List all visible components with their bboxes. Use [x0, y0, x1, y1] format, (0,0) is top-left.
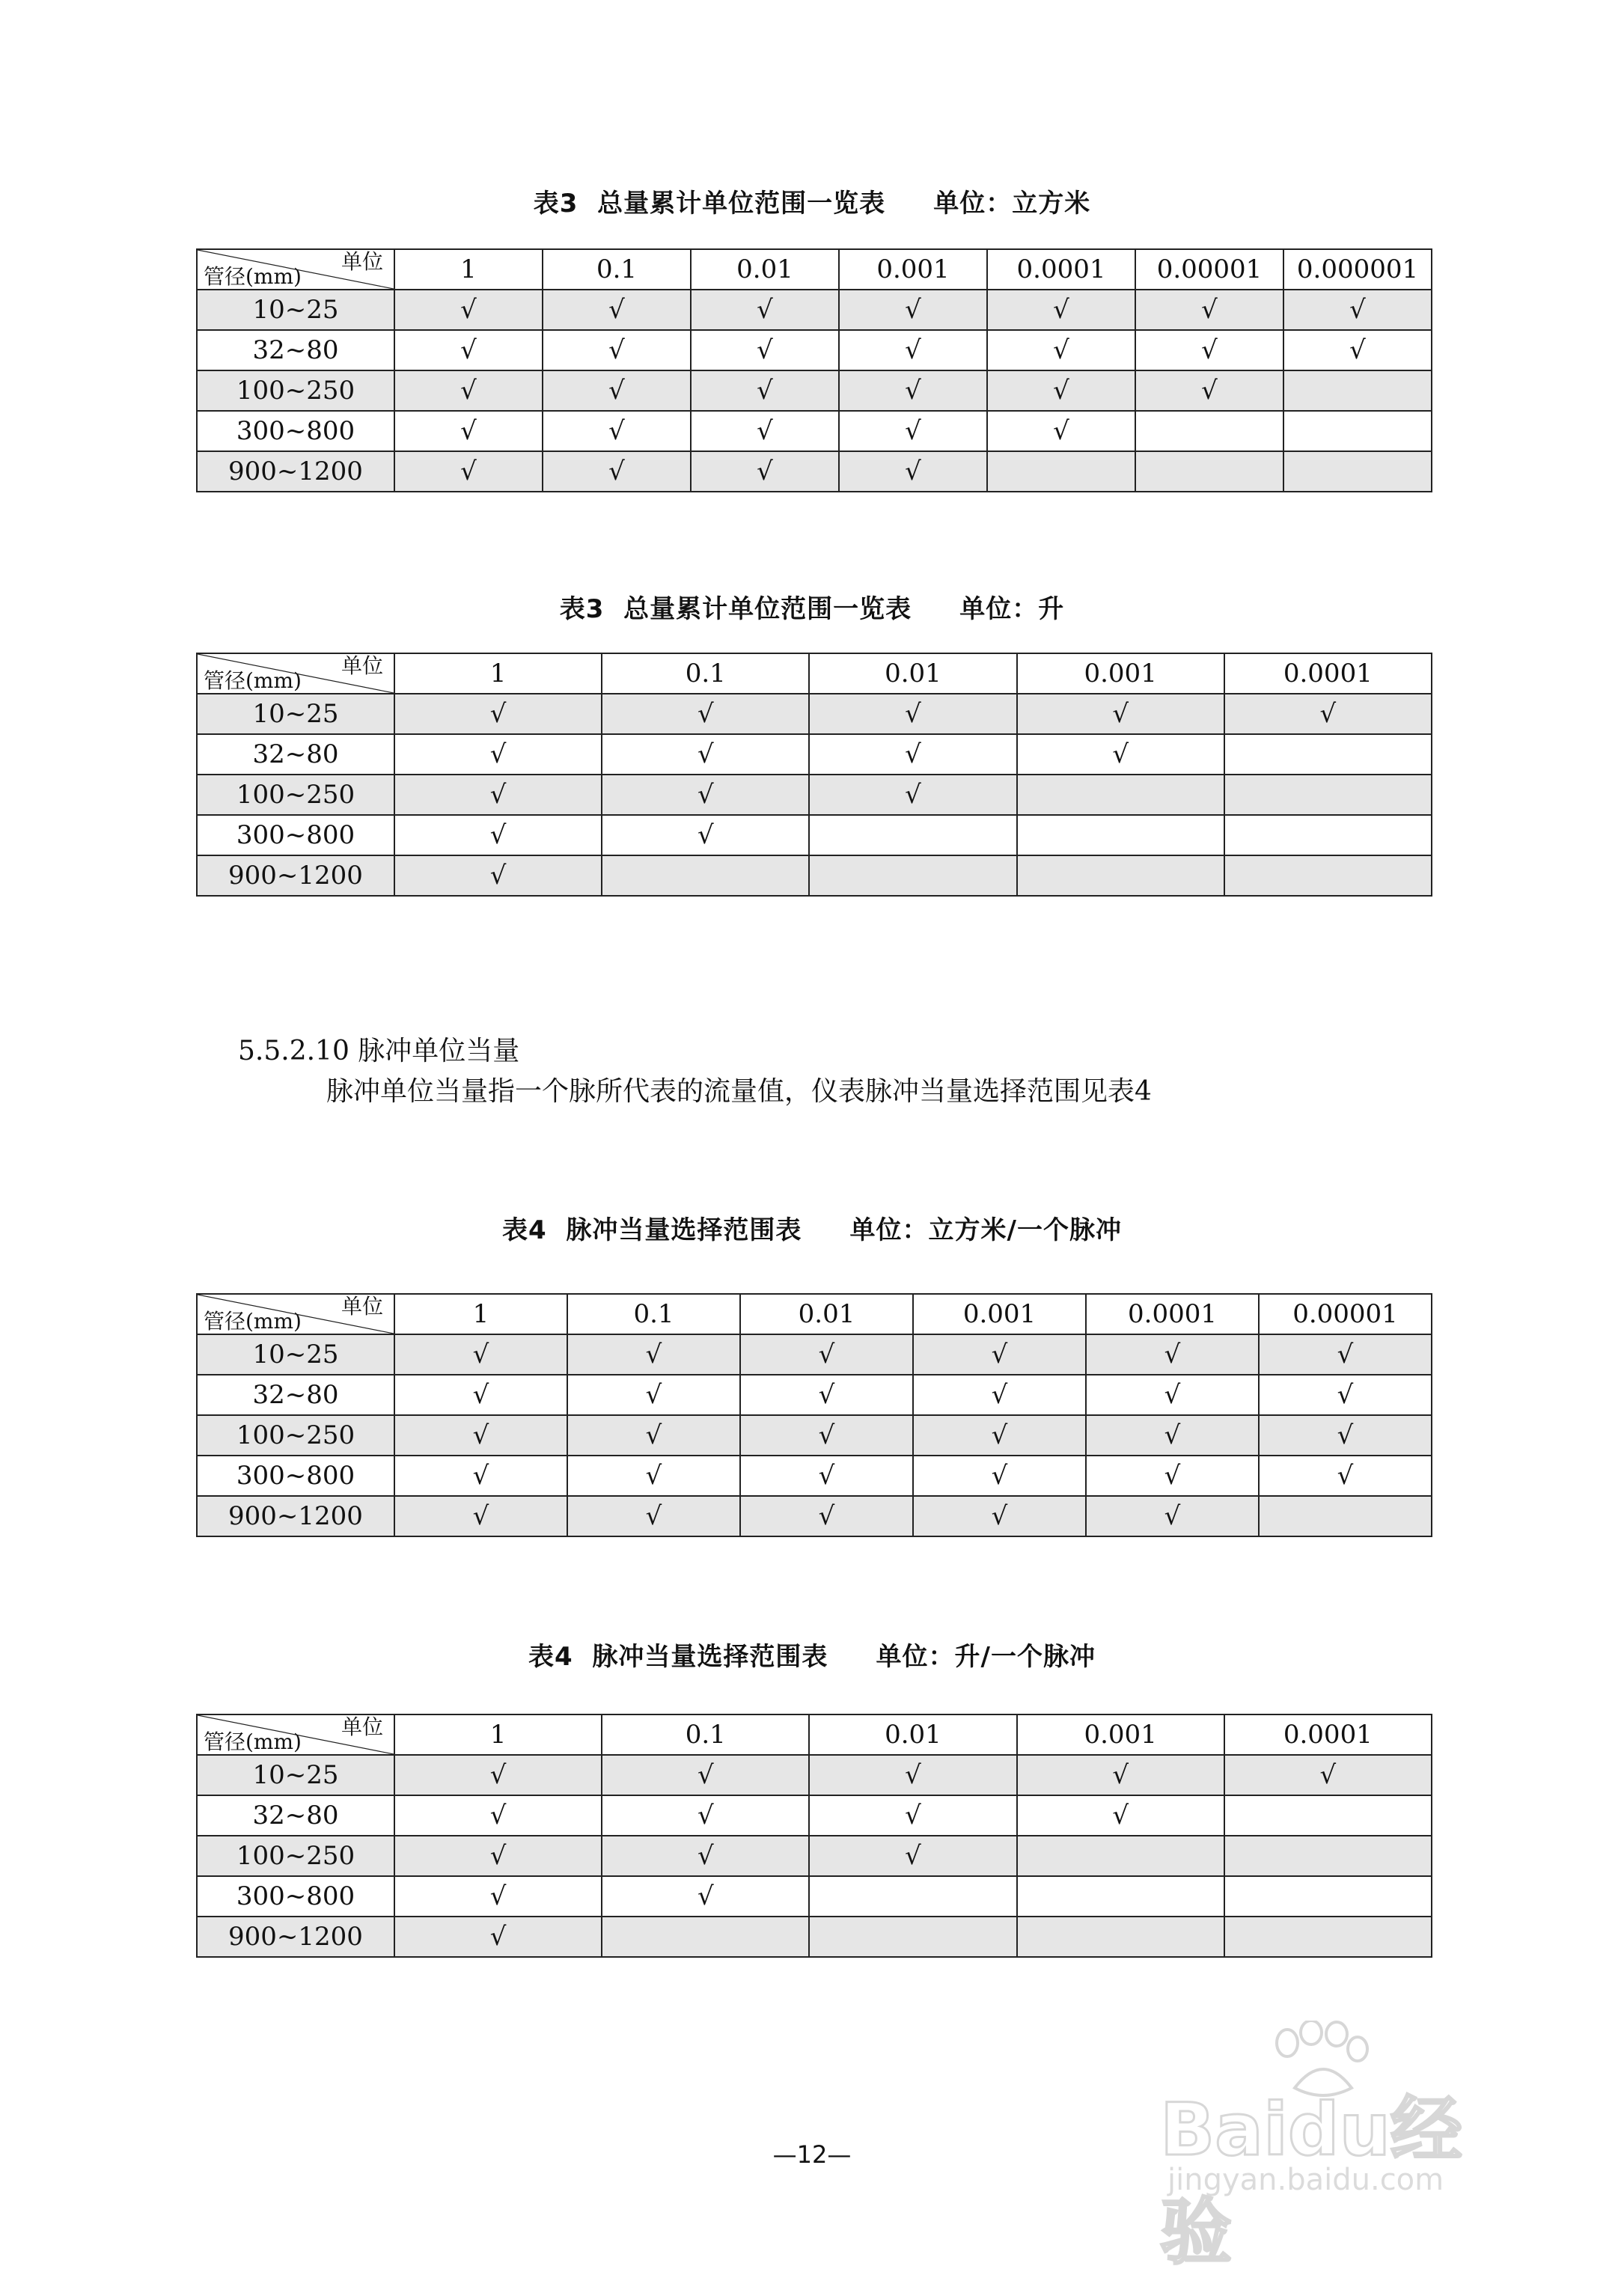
check-cell: √ [543, 451, 691, 492]
check-cell: √ [839, 411, 987, 451]
column-header: 0.000001 [1283, 249, 1432, 290]
empty-cell [987, 451, 1135, 492]
check-cell: √ [602, 1795, 809, 1836]
table-2-volume-liter [196, 653, 1432, 897]
table-header-row [197, 653, 1432, 694]
table-row [197, 1496, 1432, 1536]
column-header: 0.1 [602, 653, 809, 694]
table-row [197, 1795, 1432, 1836]
table-row [197, 1876, 1432, 1917]
check-cell: √ [1283, 330, 1432, 370]
check-cell: √ [394, 1876, 602, 1917]
check-cell: √ [1259, 1334, 1432, 1375]
check-cell: √ [1224, 694, 1432, 734]
table-header-row [197, 1294, 1432, 1334]
check-cell: √ [567, 1415, 740, 1456]
table-row [197, 734, 1432, 775]
check-cell: √ [602, 815, 809, 855]
table-row [197, 1917, 1432, 1957]
row-label: 10~25 [197, 1755, 394, 1795]
empty-cell [809, 1876, 1016, 1917]
check-cell: √ [543, 370, 691, 411]
check-cell: √ [567, 1456, 740, 1496]
check-cell: √ [809, 734, 1016, 775]
empty-cell [1224, 1917, 1432, 1957]
check-cell: √ [394, 734, 602, 775]
empty-cell [1017, 775, 1224, 815]
corner-header-cell [197, 1714, 394, 1755]
check-cell: √ [394, 775, 602, 815]
empty-cell [809, 815, 1016, 855]
table-row [197, 451, 1432, 492]
table-row [197, 815, 1432, 855]
table-row [197, 1415, 1432, 1456]
corner-unit-label: 单位 [341, 653, 383, 678]
corner-unit-label: 单位 [341, 1714, 383, 1739]
check-cell: √ [809, 1836, 1016, 1876]
column-header: 0.01 [691, 249, 839, 290]
check-cell: √ [809, 775, 1016, 815]
row-label: 32~80 [197, 330, 394, 370]
check-cell: √ [1017, 1795, 1224, 1836]
check-cell: √ [394, 694, 602, 734]
check-cell: √ [913, 1375, 1086, 1415]
check-cell: √ [809, 1795, 1016, 1836]
table-1-caption: 表3 总量累计单位范围一览表 单位：立方米 [533, 189, 1091, 219]
empty-cell [1017, 1876, 1224, 1917]
check-cell: √ [1224, 1755, 1432, 1795]
check-cell: √ [602, 1755, 809, 1795]
check-cell: √ [394, 1375, 567, 1415]
empty-cell [1224, 815, 1432, 855]
check-cell: √ [691, 370, 839, 411]
check-cell: √ [394, 1496, 567, 1536]
table-4-caption: 表4 脉冲当量选择范围表 单位：升/一个脉冲 [528, 1642, 1096, 1672]
column-header: 0.01 [809, 1714, 1016, 1755]
empty-cell [1017, 1836, 1224, 1876]
check-cell: √ [1283, 290, 1432, 330]
check-cell: √ [394, 290, 543, 330]
empty-cell [1283, 370, 1432, 411]
column-header: 1 [394, 1714, 602, 1755]
check-cell: √ [1086, 1375, 1259, 1415]
check-cell: √ [740, 1415, 913, 1456]
check-cell: √ [740, 1375, 913, 1415]
check-cell: √ [602, 734, 809, 775]
check-cell: √ [839, 370, 987, 411]
column-header: 1 [394, 1294, 567, 1334]
corner-pipe-label: 管径(mm) [204, 1309, 302, 1334]
check-cell: √ [394, 1836, 602, 1876]
table-row [197, 330, 1432, 370]
row-label: 10~25 [197, 1334, 394, 1375]
check-cell: √ [394, 1415, 567, 1456]
table-3-caption: 表4 脉冲当量选择范围表 单位：立方米/一个脉冲 [502, 1215, 1122, 1245]
column-header: 0.0001 [1224, 1714, 1432, 1755]
check-cell: √ [602, 694, 809, 734]
check-cell: √ [913, 1456, 1086, 1496]
table-1-volume-cubic-meter [196, 248, 1432, 492]
check-cell: √ [987, 330, 1135, 370]
empty-cell [1224, 1876, 1432, 1917]
empty-cell [1135, 411, 1283, 451]
check-cell: √ [602, 1836, 809, 1876]
row-label: 100~250 [197, 1836, 394, 1876]
check-cell: √ [809, 1755, 1016, 1795]
check-cell: √ [913, 1496, 1086, 1536]
check-cell: √ [839, 330, 987, 370]
check-cell: √ [394, 451, 543, 492]
check-cell: √ [1259, 1375, 1432, 1415]
check-cell: √ [394, 1456, 567, 1496]
check-cell: √ [394, 411, 543, 451]
column-header: 1 [394, 653, 602, 694]
table-2-caption: 表3 总量累计单位范围一览表 单位：升 [559, 594, 1065, 624]
check-cell: √ [691, 411, 839, 451]
empty-cell [1017, 815, 1224, 855]
table-row [197, 290, 1432, 330]
corner-unit-label: 单位 [341, 1294, 383, 1319]
empty-cell [1224, 1836, 1432, 1876]
row-label: 32~80 [197, 734, 394, 775]
row-label: 100~250 [197, 775, 394, 815]
check-cell: √ [567, 1375, 740, 1415]
check-cell: √ [1086, 1415, 1259, 1456]
table-row [197, 1334, 1432, 1375]
row-label: 32~80 [197, 1795, 394, 1836]
check-cell: √ [394, 815, 602, 855]
corner-pipe-label: 管径(mm) [204, 1729, 302, 1754]
empty-cell [809, 1917, 1016, 1957]
empty-cell [1283, 451, 1432, 492]
row-label: 900~1200 [197, 1917, 394, 1957]
check-cell: √ [394, 1755, 602, 1795]
row-label: 300~800 [197, 1456, 394, 1496]
column-header: 0.0001 [1086, 1294, 1259, 1334]
row-label: 300~800 [197, 411, 394, 451]
check-cell: √ [1017, 734, 1224, 775]
empty-cell [1259, 1496, 1432, 1536]
check-cell: √ [740, 1456, 913, 1496]
check-cell: √ [543, 290, 691, 330]
baidu-watermark [1138, 2021, 1527, 2274]
check-cell: √ [1086, 1334, 1259, 1375]
corner-pipe-label: 管径(mm) [204, 264, 302, 289]
watermark-logo: Baidu经验 [1160, 2088, 1462, 2274]
page-number: —12— [772, 2140, 852, 2169]
check-cell: √ [602, 1876, 809, 1917]
column-header: 0.1 [567, 1294, 740, 1334]
table-header-row [197, 1714, 1432, 1755]
empty-cell [1224, 775, 1432, 815]
table-4-pulse-liter [196, 1714, 1432, 1958]
empty-cell [1283, 411, 1432, 451]
row-label: 100~250 [197, 1415, 394, 1456]
check-cell: √ [1086, 1496, 1259, 1536]
column-header: 0.001 [913, 1294, 1086, 1334]
check-cell: √ [987, 290, 1135, 330]
check-cell: √ [987, 411, 1135, 451]
check-cell: √ [691, 451, 839, 492]
table-row [197, 855, 1432, 896]
row-label: 100~250 [197, 370, 394, 411]
column-header: 0.0001 [987, 249, 1135, 290]
column-header: 0.001 [1017, 653, 1224, 694]
empty-cell [1017, 1917, 1224, 1957]
check-cell: √ [394, 1334, 567, 1375]
check-cell: √ [543, 411, 691, 451]
check-cell: √ [839, 451, 987, 492]
empty-cell [1224, 1795, 1432, 1836]
check-cell: √ [913, 1334, 1086, 1375]
column-header: 0.001 [1017, 1714, 1224, 1755]
table-row [197, 411, 1432, 451]
check-cell: √ [543, 330, 691, 370]
column-header: 0.00001 [1259, 1294, 1432, 1334]
table-row [197, 775, 1432, 815]
check-cell: √ [1259, 1456, 1432, 1496]
row-label: 300~800 [197, 1876, 394, 1917]
check-cell: √ [602, 775, 809, 815]
empty-cell [602, 855, 809, 896]
empty-cell [1017, 855, 1224, 896]
check-cell: √ [1135, 290, 1283, 330]
corner-unit-label: 单位 [341, 249, 383, 274]
row-label: 10~25 [197, 290, 394, 330]
table-row [197, 1375, 1432, 1415]
row-label: 900~1200 [197, 855, 394, 896]
check-cell: √ [1259, 1415, 1432, 1456]
empty-cell [1224, 734, 1432, 775]
column-header: 0.01 [740, 1294, 913, 1334]
row-label: 10~25 [197, 694, 394, 734]
column-header: 0.00001 [1135, 249, 1283, 290]
check-cell: √ [740, 1496, 913, 1536]
check-cell: √ [691, 330, 839, 370]
table-3-pulse-cubic-meter [196, 1293, 1432, 1537]
check-cell: √ [987, 370, 1135, 411]
column-header: 0.01 [809, 653, 1016, 694]
column-header: 0.1 [602, 1714, 809, 1755]
check-cell: √ [567, 1496, 740, 1536]
check-cell: √ [394, 1795, 602, 1836]
corner-header-cell [197, 249, 394, 290]
watermark-url: jingyan.baidu.com [1167, 2163, 1444, 2197]
check-cell: √ [913, 1415, 1086, 1456]
check-cell: √ [1017, 694, 1224, 734]
check-cell: √ [1017, 1755, 1224, 1795]
empty-cell [809, 855, 1016, 896]
table-header-row [197, 249, 1432, 290]
check-cell: √ [839, 290, 987, 330]
row-label: 900~1200 [197, 451, 394, 492]
row-label: 32~80 [197, 1375, 394, 1415]
corner-header-cell [197, 653, 394, 694]
corner-pipe-label: 管径(mm) [204, 668, 302, 693]
check-cell: √ [394, 855, 602, 896]
table-row [197, 370, 1432, 411]
table-row [197, 1836, 1432, 1876]
corner-header-cell [197, 1294, 394, 1334]
row-label: 900~1200 [197, 1496, 394, 1536]
check-cell: √ [394, 1917, 602, 1957]
table-row [197, 1456, 1432, 1496]
check-cell: √ [1135, 330, 1283, 370]
column-header: 0.0001 [1224, 653, 1432, 694]
check-cell: √ [567, 1334, 740, 1375]
empty-cell [1224, 855, 1432, 896]
column-header: 1 [394, 249, 543, 290]
check-cell: √ [740, 1334, 913, 1375]
column-header: 0.001 [839, 249, 987, 290]
table-row [197, 694, 1432, 734]
check-cell: √ [394, 330, 543, 370]
check-cell: √ [691, 290, 839, 330]
empty-cell [1135, 451, 1283, 492]
check-cell: √ [1135, 370, 1283, 411]
table-row [197, 1755, 1432, 1795]
row-label: 300~800 [197, 815, 394, 855]
check-cell: √ [1086, 1456, 1259, 1496]
column-header: 0.1 [543, 249, 691, 290]
check-cell: √ [394, 370, 543, 411]
empty-cell [602, 1917, 809, 1957]
check-cell: √ [809, 694, 1016, 734]
section-body: 脉冲单位当量指一个脉所代表的流量值，仪表脉冲当量选择范围见表4 [326, 1076, 1152, 1107]
section-heading: 5.5.2.10 脉冲单位当量 [238, 1036, 520, 1066]
